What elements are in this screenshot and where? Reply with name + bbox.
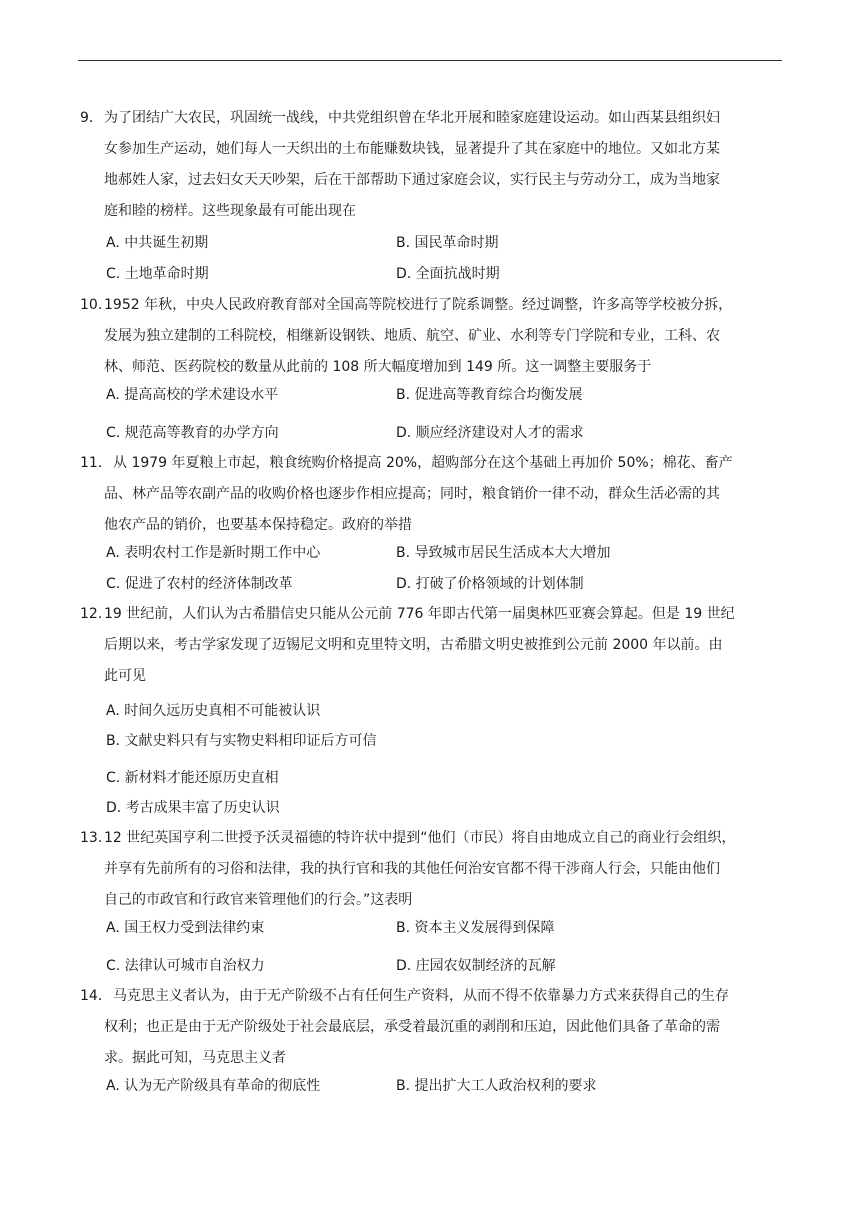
option-a[interactable]: A. 提高高校的学术建设水平: [106, 387, 279, 403]
question-text-line: 1952 年秋，中央人民政府教育部对全国高等院校进行了院系调整。经过调整，许多高等学校被分拆，: [104, 297, 733, 313]
option-b[interactable]: B. 导致城市居民生活成本大大增加: [396, 545, 611, 561]
option-c[interactable]: C. 法律认可城市自治权力: [106, 958, 265, 974]
option-d[interactable]: D. 打破了价格领域的计划体制: [396, 576, 584, 592]
option-b[interactable]: B. 文献史料只有与实物史料相印证后方可信: [106, 733, 377, 749]
question-text-line: 19 世纪前，人们认为古希腊信史只能从公元前 776 年即古代第一届奥林匹亚赛会算起。但是 19 世纪: [104, 606, 735, 622]
question-number: 11．: [80, 455, 112, 471]
question-number: 12.: [80, 606, 103, 622]
option-a[interactable]: A. 国王权力受到法律约束: [106, 920, 265, 936]
question-text-line: 自己的市政官和行政官来管理他们的行会。”这表明: [104, 892, 413, 908]
question-text-line: 女参加生产运动，她们每人一天织出的土布能赚数块钱，显著提升了其在家庭中的地位。又如北方某: [104, 141, 720, 157]
question-number: 9．: [80, 110, 103, 126]
question-text-line: 林、师范、医药院校的数量从此前的 108 所大幅度增加到 149 所。这一调整主要服务于: [104, 359, 652, 375]
option-d[interactable]: D. 全面抗战时期: [396, 266, 500, 282]
question-text-line: 品、林产品等农副产品的收购价格也逐步作相应提高；同时，粮食销价一律不动，群众生活必需的其: [104, 486, 720, 502]
question-text-line: 从 1979 年夏粮上市起，粮食统购价格提高 20%，超购部分在这个基础上再加价 50%；棉花、畜产: [113, 455, 733, 471]
option-c[interactable]: C. 土地革命时期: [106, 266, 209, 282]
option-c[interactable]: C. 促进了农村的经济体制改革: [106, 576, 293, 592]
question-text-line: 庭和睦的榜样。这些现象最有可能出现在: [104, 203, 356, 219]
question-text-line: 权利；也正是由于无产阶级处于社会最底层，承受着最沉重的剥削和压迫，因此他们具备了革命的需: [104, 1019, 720, 1035]
question-number: 13.: [80, 830, 103, 846]
option-c[interactable]: C. 新材料才能还原历史直相: [106, 770, 279, 786]
question-number: 10.: [80, 297, 103, 313]
question-text-line: 马克思主义者认为，由于无产阶级不占有任何生产资料，从而不得不依靠暴力方式来获得自己的生存: [113, 988, 729, 1004]
question-text-line: 并享有先前所有的习俗和法律，我的执行官和我的其他任何治安官都不得干涉商人行会，只能由他们: [104, 861, 720, 877]
question-text-line: 他农产品的销价，也要基本保持稳定。政府的举措: [104, 517, 412, 533]
option-b[interactable]: B. 提出扩大工人政治权利的要求: [396, 1078, 597, 1094]
option-c[interactable]: C. 规范高等教育的办学方向: [106, 425, 279, 441]
option-b[interactable]: B. 国民革命时期: [396, 235, 499, 251]
option-a[interactable]: A. 时间久远历史真相不可能被认识: [106, 703, 321, 719]
option-a[interactable]: A. 中共诞生初期: [106, 235, 209, 251]
question-text-line: 12 世纪英国亨利二世授予沃灵福德的特许状中提到“他们（市民）将自由地成立自己的商业行会组织，: [104, 830, 736, 846]
option-a[interactable]: A. 表明农村工作是新时期工作中心: [106, 545, 321, 561]
question-text-line: 发展为独立建制的工科院校，相继新设钢铁、地质、航空、矿业、水利等专门学院和专业，工科、农: [104, 328, 720, 344]
option-b[interactable]: B. 资本主义发展得到保障: [396, 920, 555, 936]
option-d[interactable]: D. 顺应经济建设对人才的需求: [396, 425, 584, 441]
question-number: 14．: [80, 988, 112, 1004]
header-rule: [78, 60, 782, 61]
option-b[interactable]: B. 促进高等教育综合均衡发展: [396, 387, 583, 403]
question-text-line: 后期以来，考古学家发现了迈锡尼文明和克里特文明，古希腊文明史被推到公元前 2000 年以前。由: [104, 637, 723, 653]
question-text-line: 求。据此可知，马克思主义者: [104, 1050, 286, 1066]
question-text-line: 此可见: [104, 668, 146, 684]
question-text-line: 地郝姓人家，过去妇女天天吵架，后在干部帮助下通过家庭会议，实行民主与劳动分工，成为当地家: [104, 172, 720, 188]
question-text-line: 为了团结广大农民，巩固统一战线，中共党组织曾在华北开展和睦家庭建设运动。如山西某县组织妇: [104, 110, 720, 126]
option-d[interactable]: D. 考古成果丰富了历史认识: [106, 800, 280, 816]
option-d[interactable]: D. 庄园农奴制经济的瓦解: [396, 958, 556, 974]
option-a[interactable]: A. 认为无产阶级具有革命的彻底性: [106, 1078, 321, 1094]
